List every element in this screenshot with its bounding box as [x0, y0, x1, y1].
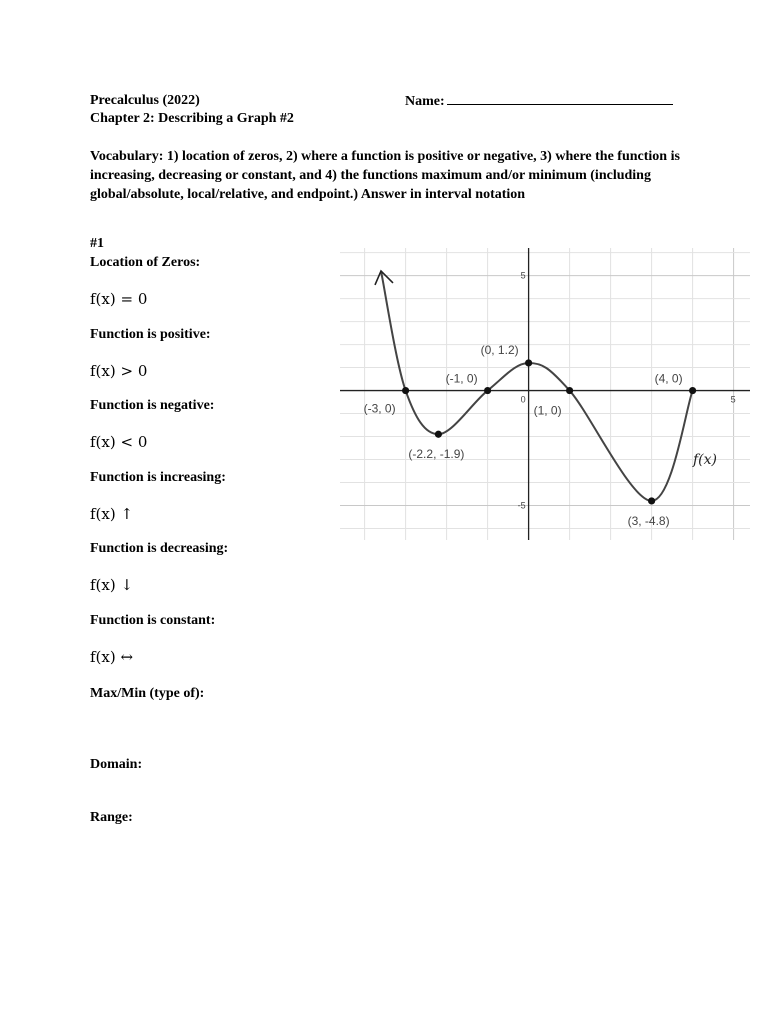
name-blank-line[interactable]: [447, 92, 673, 105]
label-constant: Function is constant:: [90, 613, 216, 628]
label-zeros: Location of Zeros:: [90, 255, 201, 270]
data-point: [484, 387, 491, 394]
vocabulary-instructions: Vocabulary: 1) location of zeros, 2) where a function is positive or negative, 3) where the function is increasing, decreasing or constant, and 4) the functions maximum and/or minimum (including global/absolute, local/relative, and endpoint.) Answer in interval notation: [90, 149, 680, 202]
math-zeros: f(x) = 0: [90, 290, 148, 308]
point-label: (-2.2, -1.9): [408, 447, 465, 462]
data-point: [689, 387, 696, 394]
data-point: [566, 387, 573, 394]
point-label: (1, 0): [533, 403, 562, 418]
x-tick-label: 5: [730, 394, 736, 405]
name-field: [405, 92, 673, 111]
math-constant: f(x) ↔: [90, 648, 134, 666]
name-label: Name:: [405, 94, 445, 109]
math-negative: f(x) < 0: [90, 433, 148, 451]
point-label: (0, 1.2): [480, 342, 519, 357]
axes: [340, 248, 750, 540]
problem-number: #1: [90, 236, 104, 251]
point-label: (-1, 0): [445, 371, 478, 386]
y-tick-label: 5: [520, 270, 526, 281]
course-title: Precalculus (2022): [90, 93, 200, 108]
label-negative: Function is negative:: [90, 398, 215, 413]
x-tick-label: 0: [520, 394, 526, 405]
data-point: [525, 359, 532, 366]
label-increasing: Function is increasing:: [90, 470, 226, 485]
function-label: f(x): [693, 452, 718, 468]
chapter-title: Chapter 2: Describing a Graph #2: [90, 111, 294, 126]
curve-group: [375, 271, 693, 501]
data-point: [648, 497, 655, 504]
math-decreasing: f(x) ↓: [90, 576, 134, 594]
label-domain: Domain:: [90, 757, 143, 772]
math-increasing: f(x) ↑: [90, 505, 134, 523]
label-decreasing: Function is decreasing:: [90, 541, 229, 556]
data-point: [402, 387, 409, 394]
label-range: Range:: [90, 810, 133, 825]
grid: [340, 248, 750, 540]
data-point: [435, 431, 442, 438]
y-tick-label: -5: [517, 500, 526, 511]
math-positive: f(x) > 0: [90, 362, 148, 380]
point-label: (-3, 0): [363, 401, 396, 416]
function-graph: [340, 248, 750, 540]
point-label: (3, -4.8): [627, 513, 670, 528]
label-maxmin: Max/Min (type of):: [90, 686, 205, 701]
label-positive: Function is positive:: [90, 327, 211, 342]
function-curve: [381, 271, 693, 501]
point-label: (4, 0): [654, 371, 683, 386]
